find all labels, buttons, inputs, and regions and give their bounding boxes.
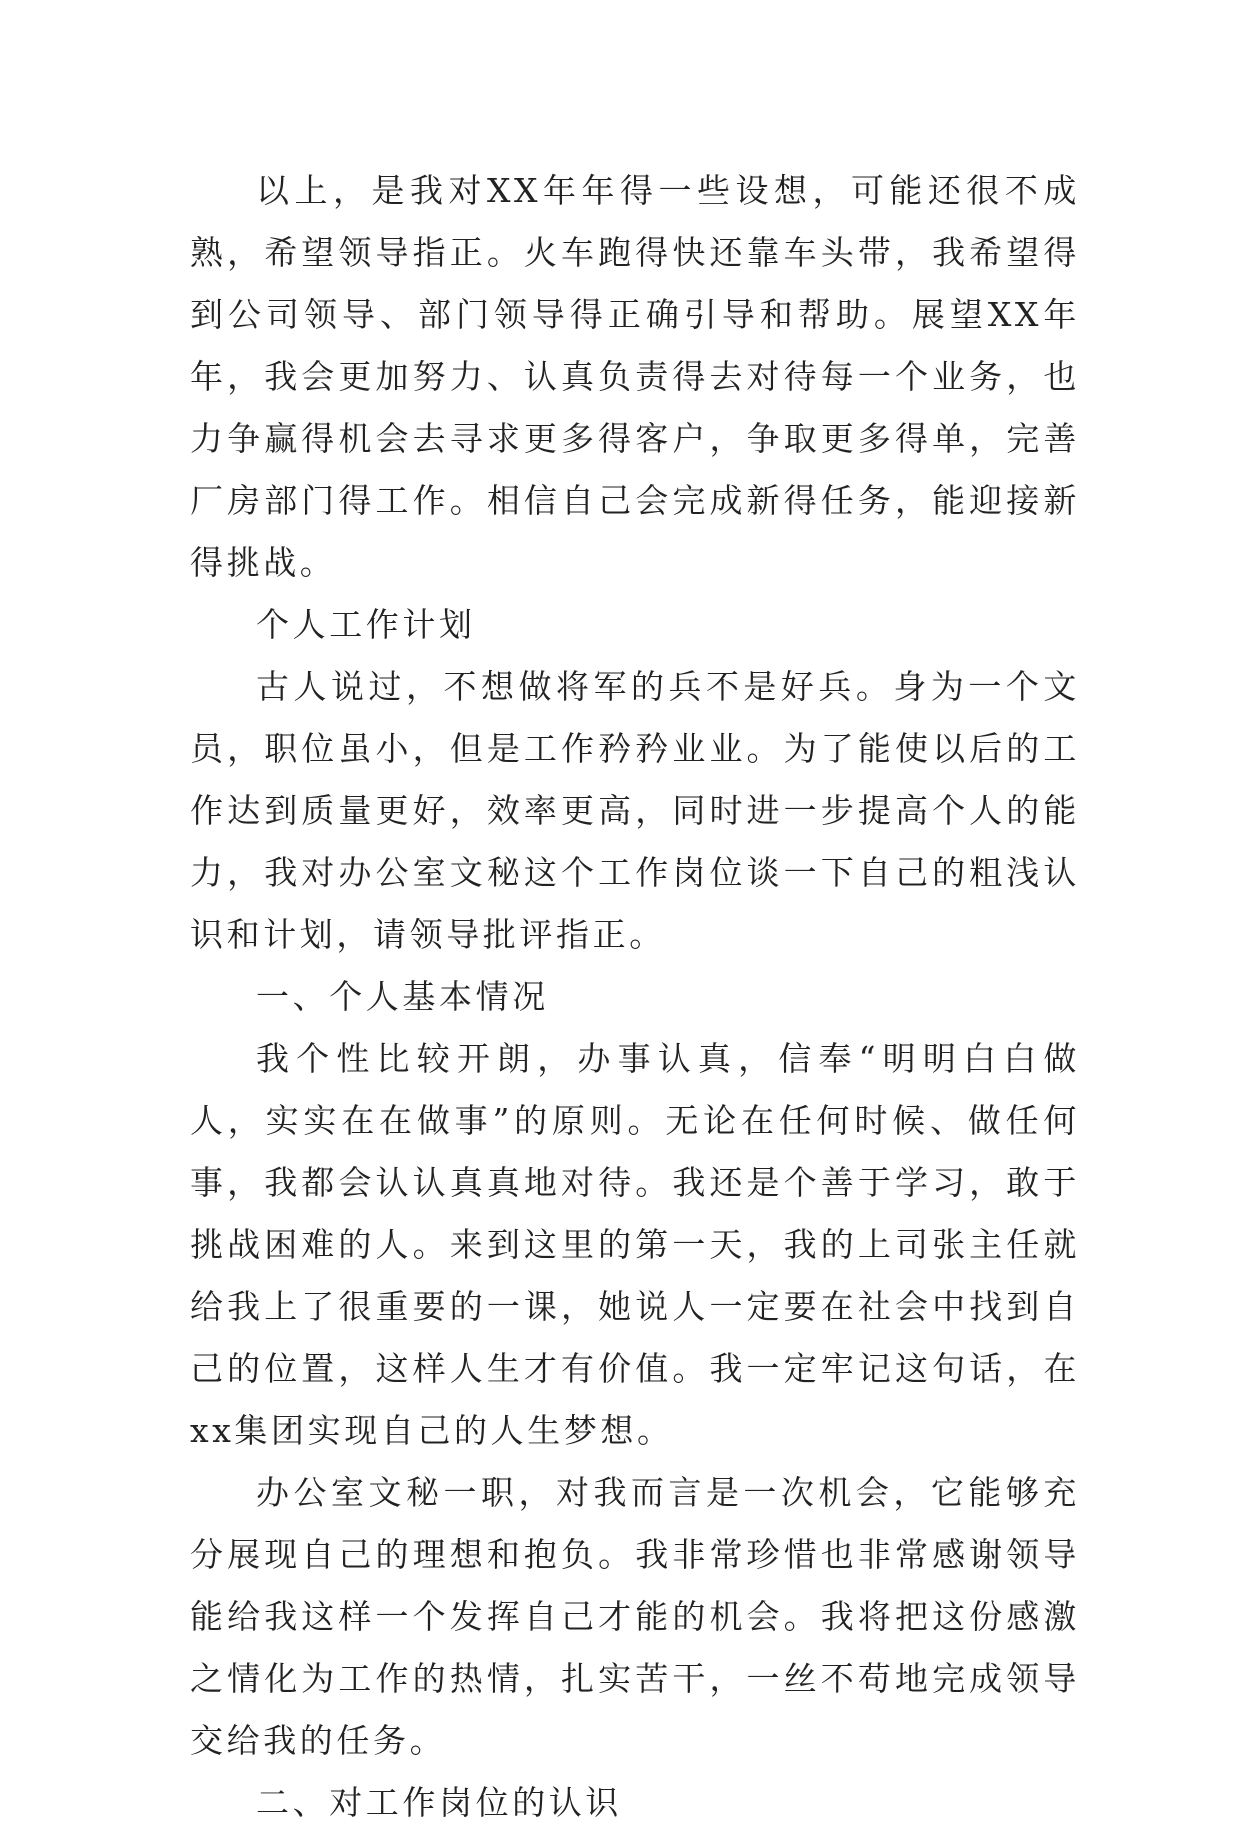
paragraph-introduction: 古人说过，不想做将军的兵不是好兵。身为一个文员，职位虽小，但是工作矜矜业业。为了能使以后的工作达到质量更好，效率更高，同时进一步提高个人的能力，我对办公室文秘这个工作岗位谈一下自己的粗浅认识和计划，请领导批评指正。	[190, 667, 1080, 954]
paragraph-closing-summary: 以上，是我对XX年年得一些设想，可能还很不成熟，希望领导指正。火车跑得快还靠车头带，我希望得到公司领导、部门领导得正确引导和帮助。展望XX年年，我会更加努力、认真负责得去对待每一个业务，也力争赢得机会去寻求更多得客户，争取更多得单，完善厂房部门得工作。相信自己会完成新得任务，能迎接新得挑战。	[190, 171, 1080, 582]
section-title-work-plan: 个人工作计划	[256, 605, 476, 644]
heading-job-understanding: 二、对工作岗位的认识	[256, 1783, 622, 1822]
heading-personal-situation: 一、个人基本情况	[256, 977, 549, 1016]
paragraph-opportunity: 办公室文秘一职，对我而言是一次机会，它能够充分展现自己的理想和抱负。我非常珍惜也非常感谢领导能给我这样一个发挥自己才能的机会。我将把这份感激之情化为工作的热情，扎实苦干，一丝不苟地完成领导交给我的任务。	[190, 1473, 1080, 1760]
paragraph-personality: 我个性比较开朗，办事认真，信奉“明明白白做人，实实在在做事”的原则。无论在任何时候、做任何事，我都会认认真真地对待。我还是个善于学习，敢于挑战困难的人。来到这里的第一天，我的上司张主任就给我上了很重要的一课，她说人一定要在社会中找到自己的位置，这样人生才有价值。我一定牢记这句话，在xx集团实现自己的人生梦想。	[190, 1039, 1080, 1450]
document-body	[190, 160, 1080, 1834]
